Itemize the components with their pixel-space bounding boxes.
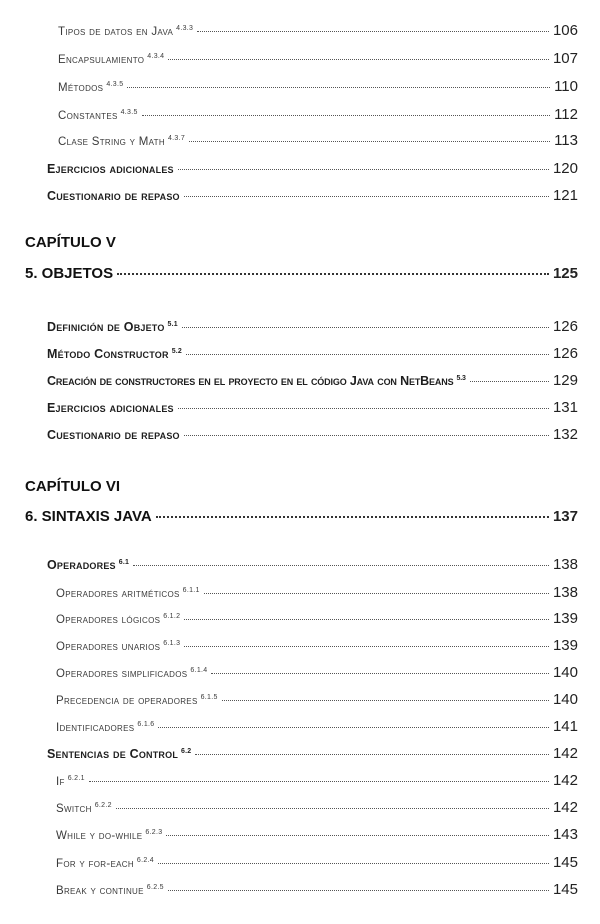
dot-leader (184, 646, 549, 647)
dot-leader (211, 673, 549, 674)
toc-entry[interactable] (47, 745, 578, 762)
dot-leader (166, 835, 549, 836)
toc-entry[interactable] (56, 664, 578, 681)
dot-leader (184, 619, 549, 620)
toc-entry[interactable] (47, 187, 578, 204)
page-number: 137 (552, 508, 578, 525)
toc-entry[interactable] (47, 318, 578, 335)
toc-entry[interactable] (56, 854, 578, 871)
toc-entry-label: Cuestionario de repaso (47, 428, 180, 442)
page-number: 141 (552, 718, 578, 735)
toc-entry-label: Operadores lógicos $^{6.1.2}$ (56, 613, 181, 626)
page-number: 140 (552, 691, 578, 708)
dot-leader (116, 808, 549, 809)
dot-leader (142, 115, 550, 116)
dot-leader (158, 727, 549, 728)
toc-entry-label: Operadores simplificados $^{6.1.4}$ (56, 667, 208, 680)
dot-leader (158, 863, 549, 864)
toc-entry[interactable] (56, 799, 578, 816)
toc-entry[interactable] (56, 584, 578, 601)
toc-entry[interactable] (56, 772, 578, 789)
toc-entry[interactable] (47, 556, 578, 573)
dot-leader (204, 593, 549, 594)
dot-leader (197, 31, 549, 32)
toc-entry-label: Encapsulamiento $^{4.3.4}$ (58, 53, 165, 66)
page-number: 140 (552, 664, 578, 681)
toc-entry-label: While y do-while $^{6.2.3}$ (56, 829, 163, 842)
dot-leader (156, 516, 549, 518)
page-number: 113 (554, 132, 578, 149)
toc-entry[interactable] (56, 610, 578, 627)
toc-entry-label: Definición de Objeto $^{5.1}$ (47, 320, 178, 334)
page-number: 138 (552, 584, 578, 601)
page-number: 120 (552, 160, 578, 177)
page-number: 142 (552, 799, 578, 816)
page-number: 139 (552, 637, 578, 654)
toc-entry-label: For y for-each $^{6.2.4}$ (56, 857, 154, 870)
toc-entry-label: Tipos de datos en Java $^{4.3.3}$ (58, 25, 194, 38)
dot-leader (182, 327, 549, 328)
toc-entry[interactable] (47, 372, 578, 389)
toc-entry-label: Operadores aritméticos $^{6.1.1}$ (56, 587, 200, 600)
toc-entry-label: Cuestionario de repaso (47, 189, 180, 203)
toc-chapter-entry[interactable] (25, 265, 578, 282)
toc-entry-label: Sentencias de Control $^{6.2}$ (47, 747, 192, 761)
toc-entry-label: Operadores unarios $^{6.1.3}$ (56, 640, 181, 653)
toc-entry[interactable] (47, 160, 578, 177)
page-number: 110 (554, 78, 578, 95)
page-number: 142 (552, 772, 578, 789)
page-number: 143 (552, 826, 578, 843)
dot-leader (168, 890, 549, 891)
dot-leader (168, 59, 549, 60)
dot-leader (222, 700, 549, 701)
page-number: 106 (552, 22, 578, 39)
toc-entry-label: Switch $^{6.2.2}$ (56, 802, 112, 815)
toc-entry-label: 6. SINTAXIS JAVA (25, 508, 152, 525)
toc-entry[interactable] (58, 106, 578, 123)
page-number: 125 (552, 265, 578, 282)
dot-leader (117, 273, 549, 275)
toc-entry[interactable] (56, 826, 578, 843)
toc-entry[interactable] (58, 78, 578, 95)
dot-leader (184, 196, 549, 197)
toc-entry[interactable] (58, 22, 578, 39)
dot-leader (133, 565, 549, 566)
toc-entry-label: Precedencia de operadores $^{6.1.5}$ (56, 694, 218, 707)
toc-entry-label: Ejercicios adicionales (47, 162, 174, 176)
dot-leader (127, 87, 550, 88)
dot-leader (178, 408, 549, 409)
page-number: 138 (552, 556, 578, 573)
toc-entry-label: Clase String y Math $^{4.3.7}$ (58, 135, 186, 148)
page-number: 145 (552, 854, 578, 871)
toc-entry[interactable] (56, 881, 578, 898)
toc-chapter-entry[interactable] (25, 508, 578, 525)
page-number: 126 (552, 345, 578, 362)
chapter-heading: CAPÍTULO VI (25, 478, 121, 495)
page-number: 107 (552, 50, 578, 67)
toc-entry[interactable] (58, 132, 578, 149)
page-number: 145 (552, 881, 578, 898)
toc-entry-label: Método Constructor $^{5.2}$ (47, 347, 183, 361)
dot-leader (470, 381, 549, 382)
toc-entry-label: Break y continue $^{6.2.5}$ (56, 884, 164, 897)
toc-entry[interactable] (56, 718, 578, 735)
toc-entry[interactable] (56, 637, 578, 654)
toc-entry[interactable] (47, 426, 578, 443)
toc-entry-label: Métodos $^{4.3.5}$ (58, 81, 124, 94)
toc-entry-label: 5. OBJETOS (25, 265, 114, 282)
dot-leader (186, 354, 549, 355)
page-number: 121 (552, 187, 578, 204)
dot-leader (89, 781, 549, 782)
page-number: 112 (554, 106, 578, 123)
dot-leader (189, 141, 550, 142)
page-number: 129 (552, 372, 578, 389)
toc-entry-label: Ejercicios adicionales (47, 401, 174, 415)
toc-entry[interactable] (47, 399, 578, 416)
toc-entry[interactable] (47, 345, 578, 362)
chapter-heading: CAPÍTULO V (25, 234, 116, 251)
toc-entry[interactable] (58, 50, 578, 67)
page-number: 132 (552, 426, 578, 443)
page-number: 139 (552, 610, 578, 627)
toc-entry-label: Identificadores $^{6.1.6}$ (56, 721, 155, 734)
bleed-through-text (392, 232, 396, 247)
toc-entry[interactable] (56, 691, 578, 708)
dot-leader (178, 169, 549, 170)
page-number: 131 (552, 399, 578, 416)
dot-leader (184, 435, 549, 436)
toc-entry-label: If $^{6.2.1}$ (56, 775, 85, 788)
toc-entry-label: Operadores $^{6.1}$ (47, 558, 130, 572)
toc-entry-label: Constantes $^{4.3.5}$ (58, 109, 138, 122)
page-number: 126 (552, 318, 578, 335)
toc-entry-label: Creación de constructores en el proyecto en el código Java con NetBeans $^{5.3}$ (47, 374, 466, 388)
dot-leader (195, 754, 549, 755)
page-number: 142 (552, 745, 578, 762)
